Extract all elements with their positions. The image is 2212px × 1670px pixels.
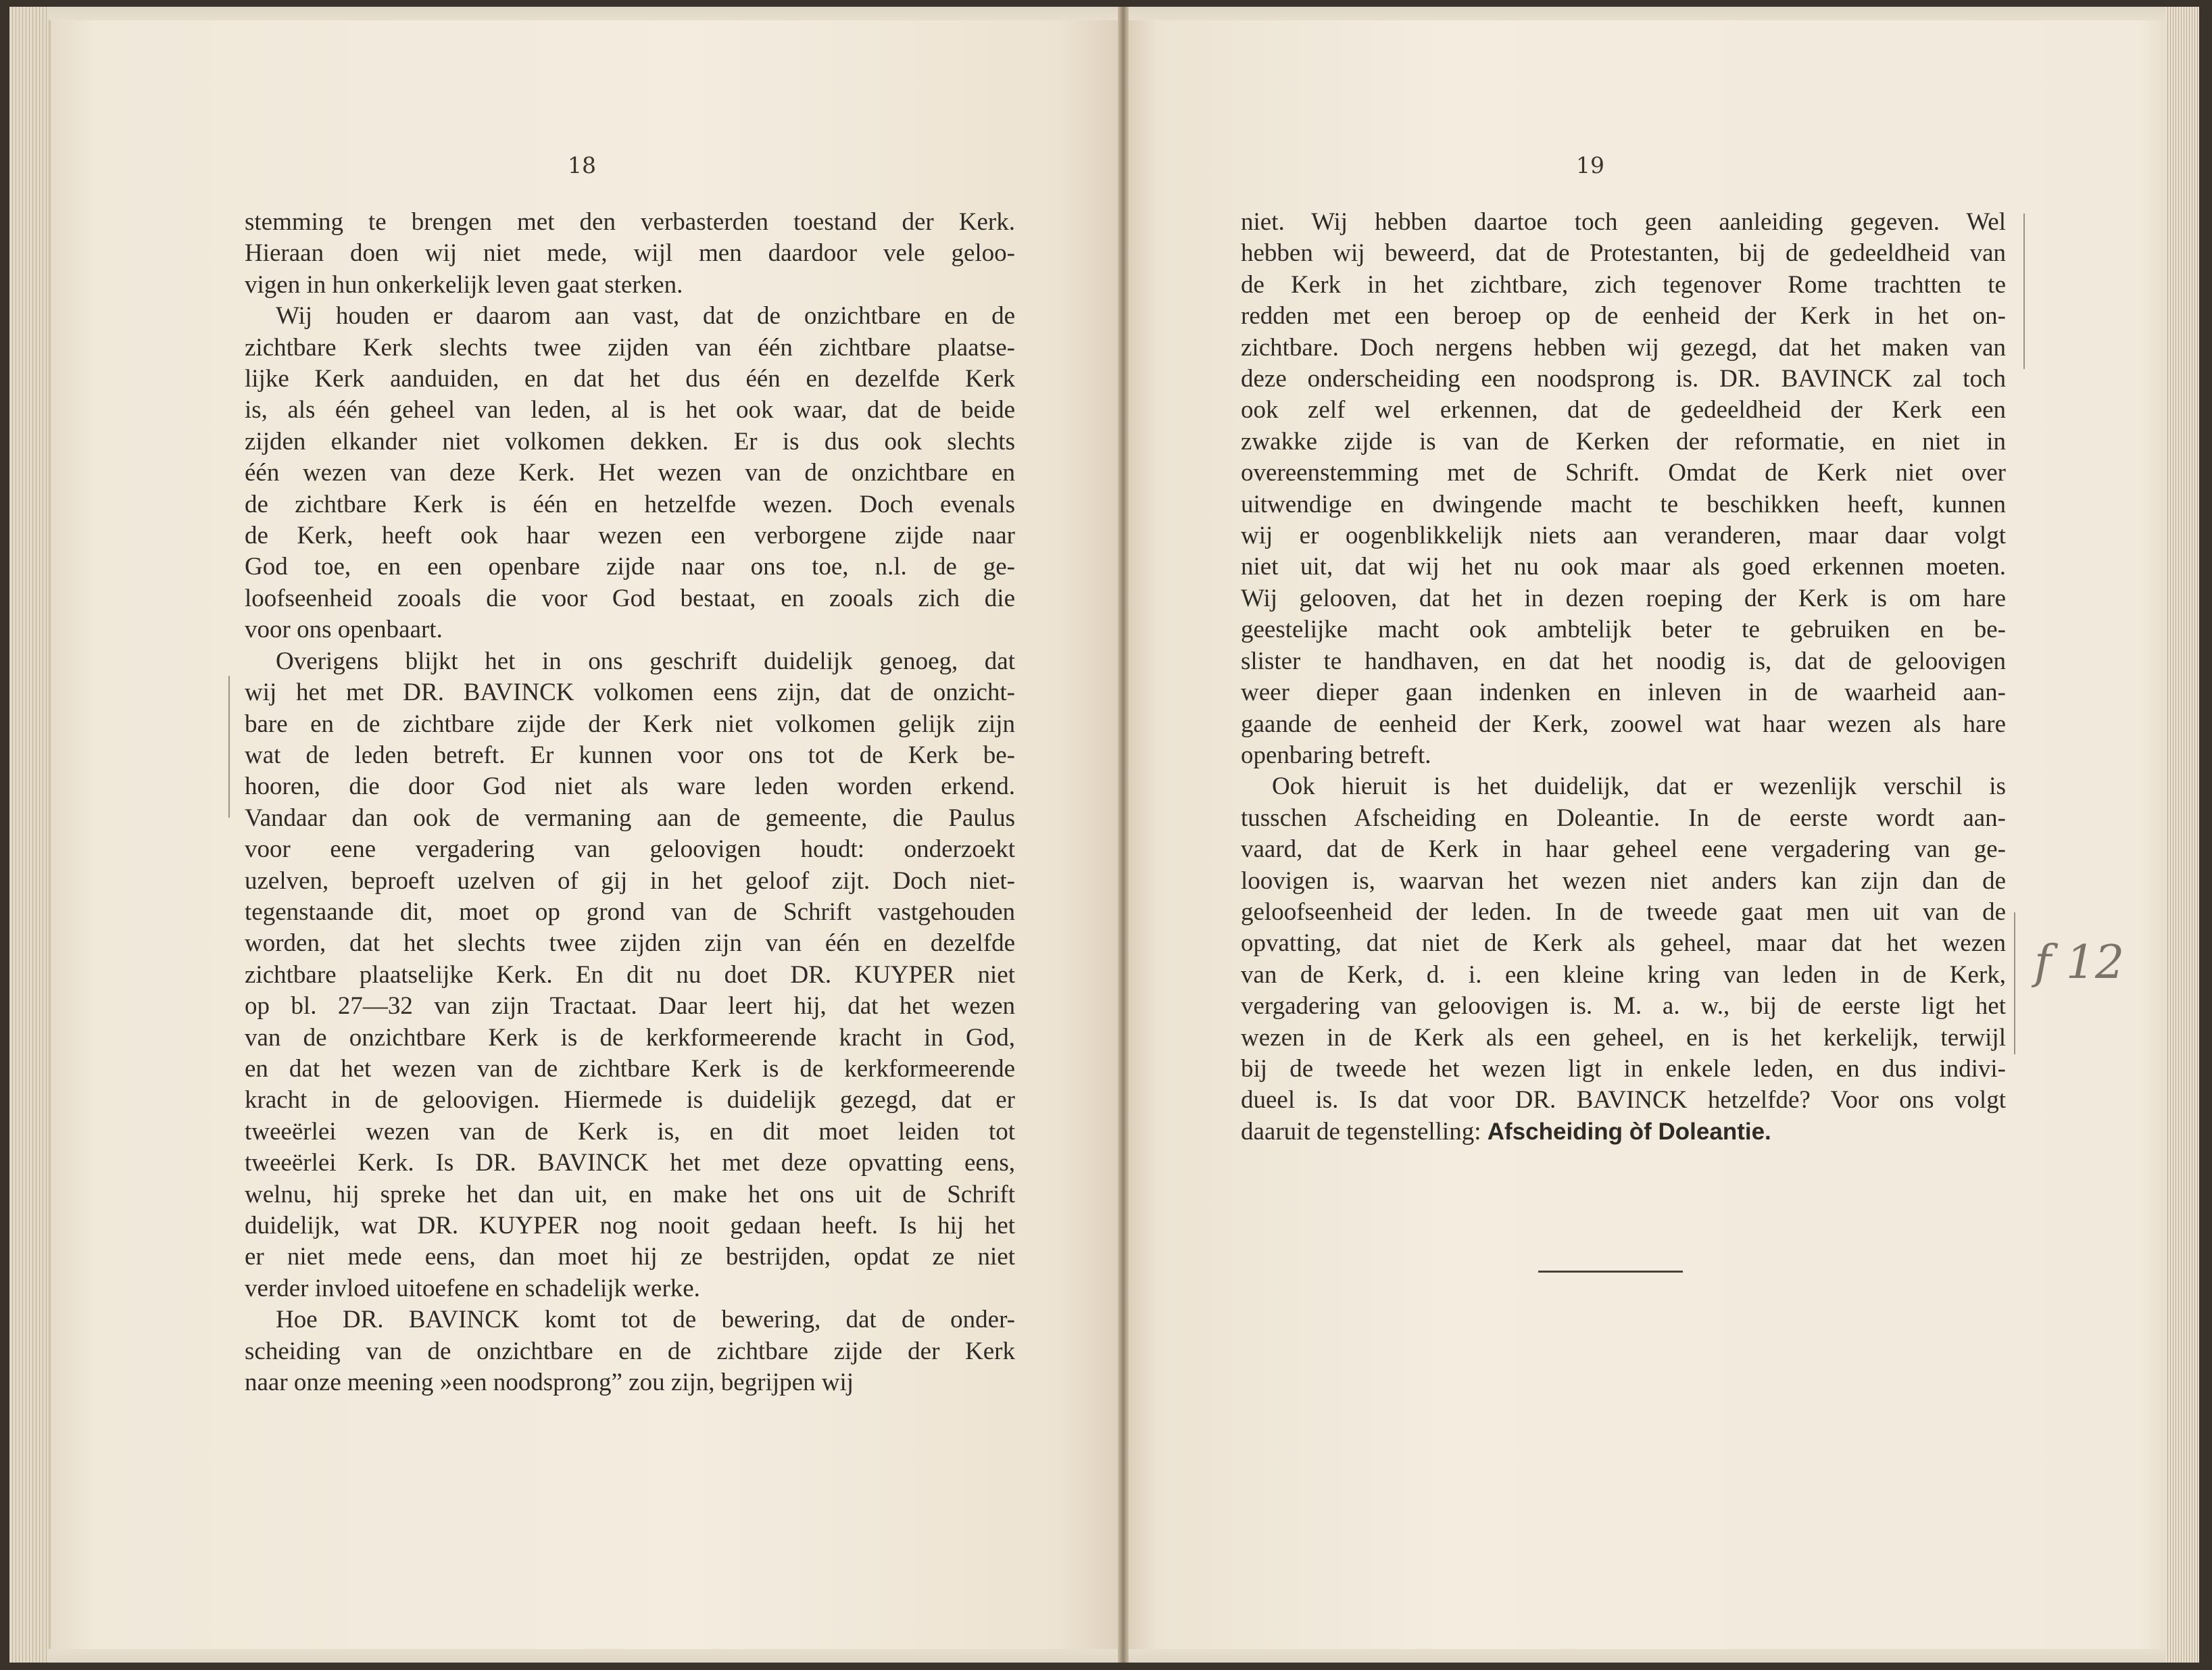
text-line: slister te handhaven, en dat het noodig is, dat de geloovigen [1241,647,2006,675]
text-line: één wezen van deze Kerk. Het wezen van de onzichtbare en [245,459,1015,487]
text-line: Ook hieruit is het duidelijk, dat er wezenlijk verschil is [1272,772,2006,801]
text-line: daaruit de tegenstelling: Afscheiding òf Doleantie. [1241,1117,1771,1146]
pencil-margin-line-right-1 [2023,214,2025,369]
text-line: wat de leden betreft. Er kunnen voor ons tot de Kerk be- [245,741,1015,769]
pencil-margin-note: f 12 [2034,936,2125,989]
text-line: wij het met DR. BAVINCK volkomen eens zijn, dat de onzicht- [245,679,1015,707]
text-line: geestelijke macht ook ambtelijk beter te gebruiken en be- [1241,616,2006,644]
text-line: gaande de eenheid der Kerk, zoowel wat haar wezen als hare [1241,710,2006,738]
right-page-edges [2165,7,2199,1663]
text-line: verder invloed uitoefene en schadelijk werke. [245,1274,700,1302]
text-line: vergadering van geloovigen is. M. a. w., bij de eerste ligt het [1241,992,2006,1021]
text-line: hebben wij beweerd, dat de Protestanten, bij de gedeeldheid van [1241,239,2006,268]
page-number-left: 18 [568,152,596,178]
text-line: redden met een beroep op de eenheid der Kerk in het on- [1241,302,2006,330]
text-line: wij er oogenblikkelijk niets aan veranderen, maar daar volgt [1241,522,2006,550]
text-line: zichtbare Kerk slechts twee zijden van één zichtbare plaatse- [245,333,1015,362]
text-line: uzelven, beproeft uzelven of gij in het geloof zijt. Doch niet- [245,866,1015,895]
text-line: weer dieper gaan indenken en inleven in de waarheid aan- [1241,679,2006,707]
text-line: kracht in de geloovigen. Hiermede is duidelijk gezegd, dat er [245,1086,1015,1114]
pencil-margin-line-left [228,676,230,818]
paragraph [245,301,1015,645]
text-line: van de Kerk, d. i. een kleine kring van leden in de Kerk, [1241,960,2006,989]
text-line: Hieraan doen wij niet mede, wijl men daardoor vele geloo- [245,239,1015,268]
page-number-right: 19 [1576,152,1604,178]
text-line: deze onderscheiding een noodsprong is. DR. BAVINCK zal toch [1241,365,2006,393]
text-line: Wij gelooven, dat het in dezen roeping der Kerk is om hare [1241,584,2006,612]
text-line: tegenstaande dit, moet op grond van de Schrift vastgehouden [245,898,1015,926]
pencil-margin-line-right-2 [2014,912,2015,1054]
text-line: God toe, en een openbare zijde naar ons toe, n.l. de ge- [245,553,1015,581]
text-line: scheiding van de onzichtbare en de zichtbare zijde der Kerk [245,1337,1015,1365]
closing-rule [1538,1271,1683,1273]
text-line: voor eene vergadering van geloovigen houdt: onderzoekt [245,835,1015,864]
text-line: bij de tweede het wezen ligt in enkele leden, en dus indivi- [1241,1054,2006,1083]
text-line: vaard, dat de Kerk in haar geheel eene vergadering van ge- [1241,835,2006,864]
text-line: niet. Wij hebben daartoe toch geen aanleiding gegeven. Wel [1241,208,2006,236]
text-line: duidelijk, wat DR. KUYPER nog nooit gedaan heeft. Is hij het [245,1212,1015,1239]
text-line: geloofseenheid der leden. In de tweede gaat men uit van de [1241,898,2006,926]
text-line: loovigen is, waarvan het wezen niet anders kan zijn dan de [1241,866,2006,895]
text-line: zwakke zijde is van de Kerken der reformatie, en niet in [1241,427,2006,456]
text-line: zichtbare plaatselijke Kerk. En dit nu doet DR. KUYPER niet [245,960,1015,989]
text-line: tweeërlei Kerk. Is DR. BAVINCK het met deze opvatting eens, [245,1149,1015,1177]
text-line: Vandaar dan ook de vermaning aan de gemeente, die Paulus [245,804,1015,832]
text-line: bare en de zichtbare zijde der Kerk niet volkomen gelijk zijn [245,710,1015,738]
text-line: worden, dat het slechts twee zijden zijn van één en dezelfde [245,929,1015,958]
text-line: opvatting, dat niet de Kerk als geheel, maar dat het wezen [1241,929,2006,958]
text-line: tweeërlei wezen van de Kerk is, en dit moet leiden tot [245,1117,1015,1146]
text-line: naar onze meening »een noodsprong” zou zijn, begrijpen wij [245,1369,854,1397]
paragraph [1241,771,2006,1148]
text-line: van de onzichtbare Kerk is de kerkformeerende kracht in God, [245,1023,1015,1052]
text-line: lijke Kerk aanduiden, en dat het dus één en dezelfde Kerk [245,365,1015,393]
text-line: wezen in de Kerk als een geheel, en is het kerkelijk, terwijl [1241,1023,2006,1052]
text-line: stemming te brengen met den verbasterden toestand der Kerk. [245,208,1015,236]
text-line: welnu, hij spreke het dan uit, en make het ons uit de Schrift [245,1180,1015,1208]
text-line: Hoe DR. BAVINCK komt tot de bewering, dat de onder- [276,1306,1015,1334]
paragraph [245,646,1015,1305]
text-line: voor ons openbaart. [245,616,443,644]
paragraph [245,1304,1015,1398]
text-line: op bl. 27—32 van zijn Tractaat. Daar leert hij, dat het wezen [245,992,1015,1021]
text-line: en dat het wezen van de zichtbare Kerk is de kerkformeerende [245,1054,1015,1083]
right-page-text [1241,207,2006,1148]
text-line: Wij houden er daarom aan vast, dat de onzichtbare en de [276,302,1015,330]
text-line: zijden elkander niet volkomen dekken. Er is dus ook slechts [245,427,1015,456]
paragraph [1241,207,2006,771]
paragraph [245,207,1015,301]
text-line: Overigens blijkt het in ons geschrift duidelijk genoeg, dat [276,647,1015,675]
text-line: er niet mede eens, dan moet hij ze bestrijden, opdat ze niet [245,1243,1015,1271]
text-line: uitwendige en dwingende macht te beschikken heeft, kunnen [1241,490,2006,518]
text-line: hooren, die door God niet als ware leden worden erkend. [245,772,1015,801]
text-line: de zichtbare Kerk is één en hetzelfde wezen. Doch evenals [245,490,1015,518]
text-line: zichtbare. Doch nergens hebben wij gezegd, dat het maken van [1241,333,2006,362]
text-line: vigen in hun onkerkelijk leven gaat sterken. [245,270,683,299]
text-line: overeenstemming met de Schrift. Omdat de Kerk niet over [1241,459,2006,487]
text-line: tusschen Afscheiding en Doleantie. In de eerste wordt aan- [1241,804,2006,832]
left-page-text [245,207,1015,1398]
text-line: ook zelf wel erkennen, dat de gedeeldheid der Kerk een [1241,396,2006,424]
text-line: is, als één geheel van leden, al is het ook waar, dat de beide [245,396,1015,424]
text-line: dueel is. Is dat voor DR. BAVINCK hetzelfde? Voor ons volgt [1241,1086,2006,1114]
text-line: de Kerk, heeft ook haar wezen een verborgene zijde naar [245,522,1015,550]
text-line: de Kerk in het zichtbare, zich tegenover Rome trachtten te [1241,270,2006,299]
book-gutter [1118,7,1129,1663]
text-line: loofseenheid zooals die voor God bestaat, en zooals zich die [245,584,1015,612]
text-line: openbaring betreft. [1241,741,1431,769]
text-line: niet uit, dat wij het nu ook maar als goed erkennen moeten. [1241,553,2006,581]
left-page-edges [9,7,49,1663]
